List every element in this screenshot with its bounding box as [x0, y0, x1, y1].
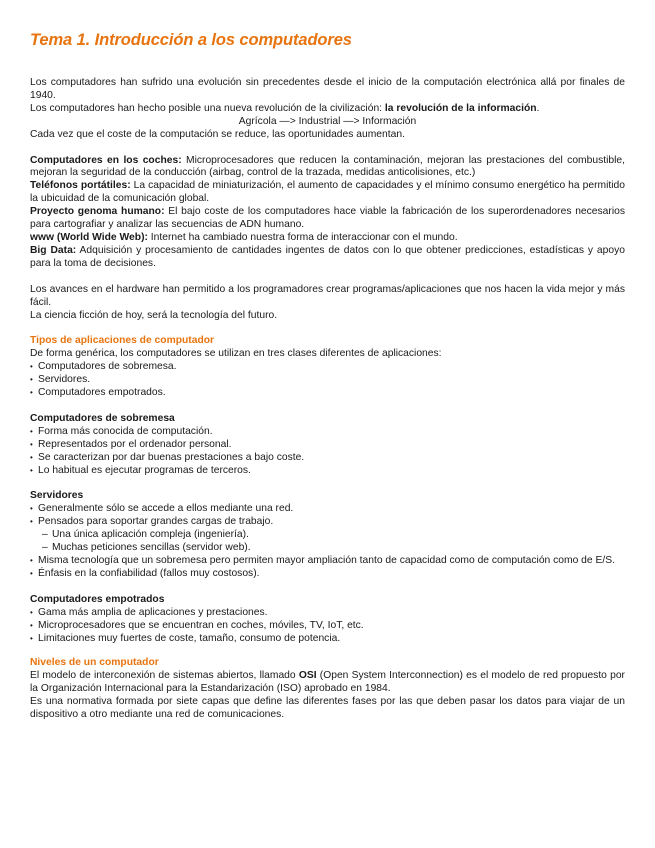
- list-item: • Lo habitual es ejecutar programas de terceros.: [30, 465, 625, 478]
- sub-list-item: – Muchas peticiones sencillas (servidor web).: [30, 542, 625, 555]
- intro-paragraph-1: Los computadores han sufrido una evolución sin precedentes desde el inicio de la computación electrónica allá por finales de 1940.: [30, 77, 625, 101]
- page-title: Tema 1. Introducción a los computadores: [30, 31, 352, 49]
- list-item: • Gama más amplia de aplicaciones y prestaciones.: [30, 607, 625, 620]
- servidores-list: [30, 503, 625, 580]
- list-item: • Misma tecnología que un sobremesa pero permiten mayor ampliación tanto de capacidad como de computación como de E/S.: [30, 555, 625, 568]
- list-item: • Computadores de sobremesa.: [30, 361, 625, 374]
- tipos-intro: De forma genérica, los computadores se utilizan en tres clases diferentes de aplicaciones:: [30, 348, 442, 360]
- document-page: [30, 30, 625, 722]
- list-item: • Forma más conocida de computación.: [30, 426, 625, 439]
- list-item: • Microprocesadores que se encuentran en coches, móviles, TV, IoT, etc.: [30, 620, 625, 633]
- subheading-servidores: Servidores: [30, 490, 84, 502]
- future-paragraph: La ciencia ficción de hoy, será la tecnología del futuro.: [30, 309, 278, 321]
- intro-paragraph-2: Los computadores han hecho posible una nueva revolución de la civilización: la revolución de la información.: [30, 102, 540, 114]
- list-item: • Énfasis en la confiabilidad (fallos muy costosos).: [30, 568, 625, 581]
- example-www: www (World Wide Web): Internet ha cambiado nuestra forma de interaccionar con el mundo.: [30, 231, 458, 243]
- subheading-sobremesa: Computadores de sobremesa: [30, 412, 175, 424]
- example-phones: Teléfonos portátiles: La capacidad de miniaturización, el aumento de capacidades y el mínimo consumo energético ha permitido la ubicuidad de la comunicación global.: [30, 180, 625, 205]
- list-item: • Computadores empotrados.: [30, 387, 625, 400]
- layers-paragraph: Es una normativa formada por siete capas que define las diferentes fases por las que deben pasar los datos para viajar de un dispositivo a otro mediante una red de comunicaciones.: [30, 696, 625, 721]
- intro-paragraph-3: Cada vez que el coste de la computación se reduce, las oportunidades aumentan.: [30, 128, 405, 140]
- subheading-empotrados: Computadores empotrados: [30, 593, 165, 605]
- section-heading-tipos: Tipos de aplicaciones de computador: [30, 335, 215, 347]
- example-genome: Proyecto genoma humano: El bajo coste de los computadores hace viable la fabricación de los superordenadores necesarios para cartografiar y analizar las secuencias de ADN humano.: [30, 206, 625, 231]
- revolution-bold: la revolución de la información: [384, 102, 537, 114]
- example-bigdata: Big Data: Adquisición y procesamiento de cantidades ingentes de datos con lo que obtener predicciones, estadísticas y apoyo para la toma de decisiones.: [30, 244, 625, 269]
- list-item: • Limitaciones muy fuertes de coste, tamaño, consumo de potencia.: [30, 633, 625, 646]
- section-heading-niveles: Niveles de un computador: [30, 657, 159, 669]
- empotrados-list: [30, 607, 625, 646]
- list-item: • Pensados para soportar grandes cargas de trabajo.: [30, 516, 625, 529]
- list-item: • Generalmente sólo se accede a ellos mediante una red.: [30, 503, 625, 516]
- tipos-list: [30, 361, 625, 400]
- list-item: • Servidores.: [30, 374, 625, 387]
- list-item: • Representados por el ordenador personal.: [30, 439, 625, 452]
- hardware-paragraph: Los avances en el hardware han permitido a los programadores crear programas/aplicaciones que nos hacen la vida mejor y más fácil.: [30, 283, 625, 308]
- sobremesa-list: [30, 426, 625, 478]
- sub-list-item: – Una única aplicación compleja (ingeniería).: [30, 529, 625, 542]
- example-cars: Computadores en los coches: Microprocesadores que reducen la contaminación, mejoran las prestaciones del combustible, mejoran la seguridad de la conducción (airbag, control de la trazada, medidas anticolisiones, etc.): [30, 154, 625, 179]
- list-item: • Se caracterizan por dar buenas prestaciones a bajo coste.: [30, 452, 625, 465]
- osi-paragraph: El modelo de interconexión de sistemas abiertos, llamado OSI (Open System Interconnection) es el modelo de red propuesto por la Organización Internacional para la Estandarización (ISO) aprobado en 1984.: [30, 670, 625, 695]
- evolution-line: Agrícola —> Industrial —> Información: [238, 115, 417, 127]
